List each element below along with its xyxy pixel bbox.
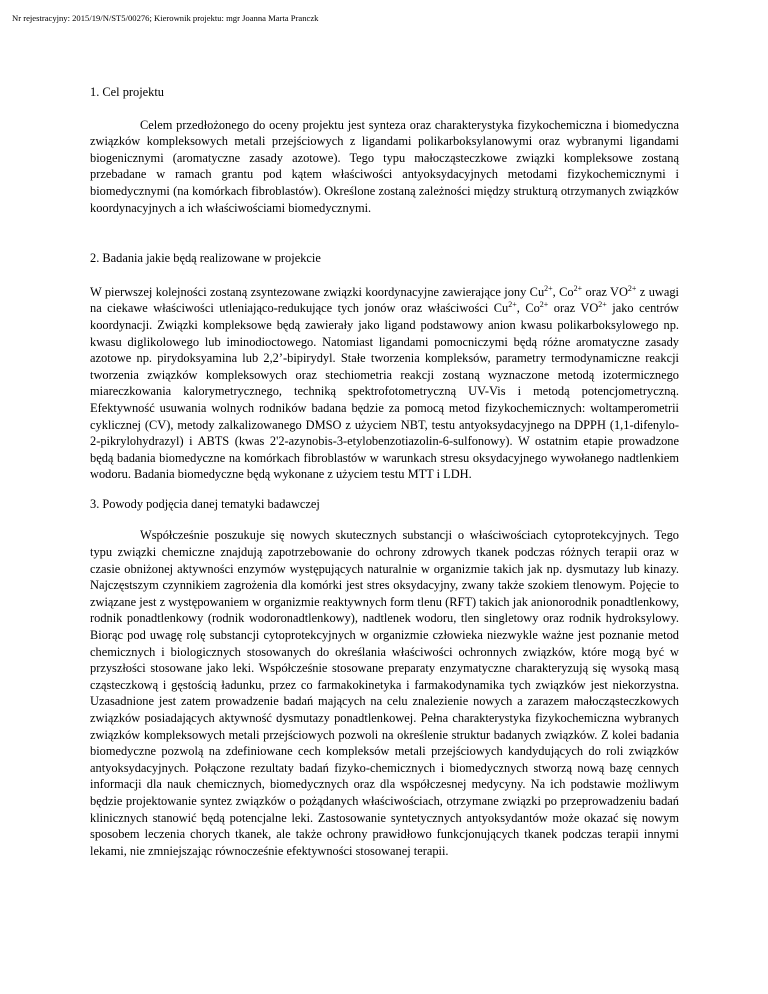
section-paragraph bbox=[90, 284, 679, 483]
text-run: jako centrów koordynacji. Związki kompleksowe będą zawierały jako ligand podstawowy anion kwasu polikarboksylowego np. kwasu diglikolowego lub iminodioctowego. Natomiast ligandami pomocniczymi będą różne aromatyczne zasady azotowe np. pirydoksyamina lub 2,2’-bipirydyl. Stałe tworzenia kompleksów, parametry termodynamiczne reakcji tworzenia związków kompleksowych oraz stechiometria reakcji zostaną wyznaczone metodą izotermicznego miareczkowania kalorymetrycznego, techniką spektrofotometryczną UV-Vis i metodą potencjometryczną. Efektywność usuwania wolnych rodników badana będzie za pomocą metod fizykochemicznych: woltamperometrii cyklicznej (CV), metody zalkalizowanego DMSO z użyciem NBT, testu antyoksydacyjnego na DPPH (1,1-difenylo-2-pikrylohydrazyl) i ABTS (kwas 2'2-azynobis-3-etylobenzotiazolin-6-sulfonowy). W ostatnim etapie prowadzone będą badania biomedyczne na komórkach fibroblastów w warunkach stresu oksydacyjnego wywołanego nadtlenkiem wodoru. Badania biomedyczne będą wykonane z użyciem testu MTT i LDH. bbox=[90, 301, 679, 482]
registration-info: Nr rejestracyjny: 2015/19/N/ST5/00276; Kierownik projektu: mgr Joanna Marta Pranczk bbox=[12, 13, 319, 23]
text-run: , Co bbox=[552, 284, 574, 299]
section-research-motivation bbox=[90, 496, 679, 859]
text-run: z uwagi na ciekawe właściwości utleniająco-redukujące tych jonów oraz właściwości Cu bbox=[90, 284, 679, 316]
section-paragraph: Współcześnie poszukuje się nowych skutecznych substancji o właściwościach cytoprotekcyjnych. Tego typu związki chemiczne znajdują zapotrzebowanie do ochrony zdrowych tkanek podczas różnych terapii oraz w czasie obniżonej aktywności enzymów występujących naturalnie w organizmie takich jak np. dysmutazy lub kinazy. Najczęstszym czynnikiem zagrożenia dla komórki jest stres oksydacyjny, zwany także szokiem tlenowym. Pojęcie to związane jest z występowaniem w organizmie reaktywnych form tlenu (RFT) takich jak anionorodnik ponadtlenkowy, rodnik ponadtlenkowy (rodnik wodoronadtlenkowy), nadtlenek wodoru, tlen singletowy oraz rodnik hydroksylowy. Biorąc pod uwagę rolę substancji cytoprotekcyjnych w organizmie człowieka niezwykle ważne jest poznanie metod chemicznych i biologicznych stosowanych do określania właściwości ochronnych związków, które mogą być w przyszłości stosowane jako leki. Współcześnie stosowane preparaty enzymatyczne charakteryzują się wysoką masą cząsteczkową i gęstością ładunku, przez co farmakokinetyka i farmakodynamika tych związków jest niekorzystna. Uzasadnione jest zatem prowadzenie badań mających na celu znalezienie nowych a zarazem małocząsteczkowych związków posiadających aktywność dysmutazy ponadtlenkowej. Pełna charakterystyka fizykochemiczna wybranych związków kompleksowych metali przejściowych pozwoli na określenie struktur badanych związków. Z kolei badania biomedyczne pozwolą na zdefiniowane cech kompleksów metali przejściowych kandydujących do roli związków antyoksydacyjnych. Połączone rezultaty badań fizyko-chemicznych i biomedycznych stworzą nową bazę cennych informacji dla nauk chemicznych, biomedycznych oraz dla współczesnej medycyny. Na ich podstawie możliwym będzie projektowanie syntez związków o pożądanych właściwościach, otrzymane związki po przeprowadzeniu badań klinicznych stanowić będą potencjalne leki. Zastosowanie syntetycznych antyoksydantów może okazać się nowym sposobem leczenia chorych tkanek, ale także ochrony prawidłowo funkcjonujących tkanek podczas terapii innymi lekami, nie zmniejszając równocześnie efektywności stosowanej terapii. bbox=[90, 528, 679, 858]
section-heading: 2. Badania jakie będą realizowane w projekcie bbox=[90, 251, 321, 266]
section-project-goal bbox=[90, 84, 679, 216]
section-heading: 3. Powody podjęcia danej tematyki badawczej bbox=[90, 496, 320, 511]
text-run: W pierwszej kolejności zostaną zsyntezowane związki koordynacyjne zawierające jony Cu bbox=[90, 284, 545, 299]
document-body bbox=[90, 62, 679, 859]
text-run: oraz VO bbox=[582, 284, 628, 299]
ion-charge-superscript: 2+ bbox=[627, 283, 637, 293]
ion-charge-superscript: 2+ bbox=[508, 300, 517, 310]
ion-charge-superscript: 2+ bbox=[539, 300, 549, 310]
section-planned-research bbox=[90, 250, 679, 483]
text-run: , Co bbox=[516, 301, 540, 316]
section-paragraph: Celem przedłożonego do oceny projektu jest synteza oraz charakterystyka fizykochemiczna i biomedyczna związków kompleksowych metali przejściowych z ligandami polikarboksylanowymi oraz wybranymi ligandami biogenicznymi (aromatyczne zasady azotowe). Tego typu małocząsteczkowe związki kompleksowe zostaną przebadane w ramach grantu pod kątem właściwości antyoksydacyjnych metodami fizykochemicznymi i biomedycznymi (na komórkach fibroblastów). Określone zostaną zależności między strukturą otrzymanych związków koordynacyjnych a ich właściwościami biomedycznymi. bbox=[90, 117, 679, 215]
ion-charge-superscript: 2+ bbox=[544, 283, 553, 293]
page-header bbox=[12, 13, 318, 23]
text-run: oraz VO bbox=[548, 301, 599, 316]
section-heading: 1. Cel projektu bbox=[90, 85, 164, 99]
ion-charge-superscript: 2+ bbox=[598, 300, 607, 310]
ion-charge-superscript: 2+ bbox=[573, 283, 583, 293]
